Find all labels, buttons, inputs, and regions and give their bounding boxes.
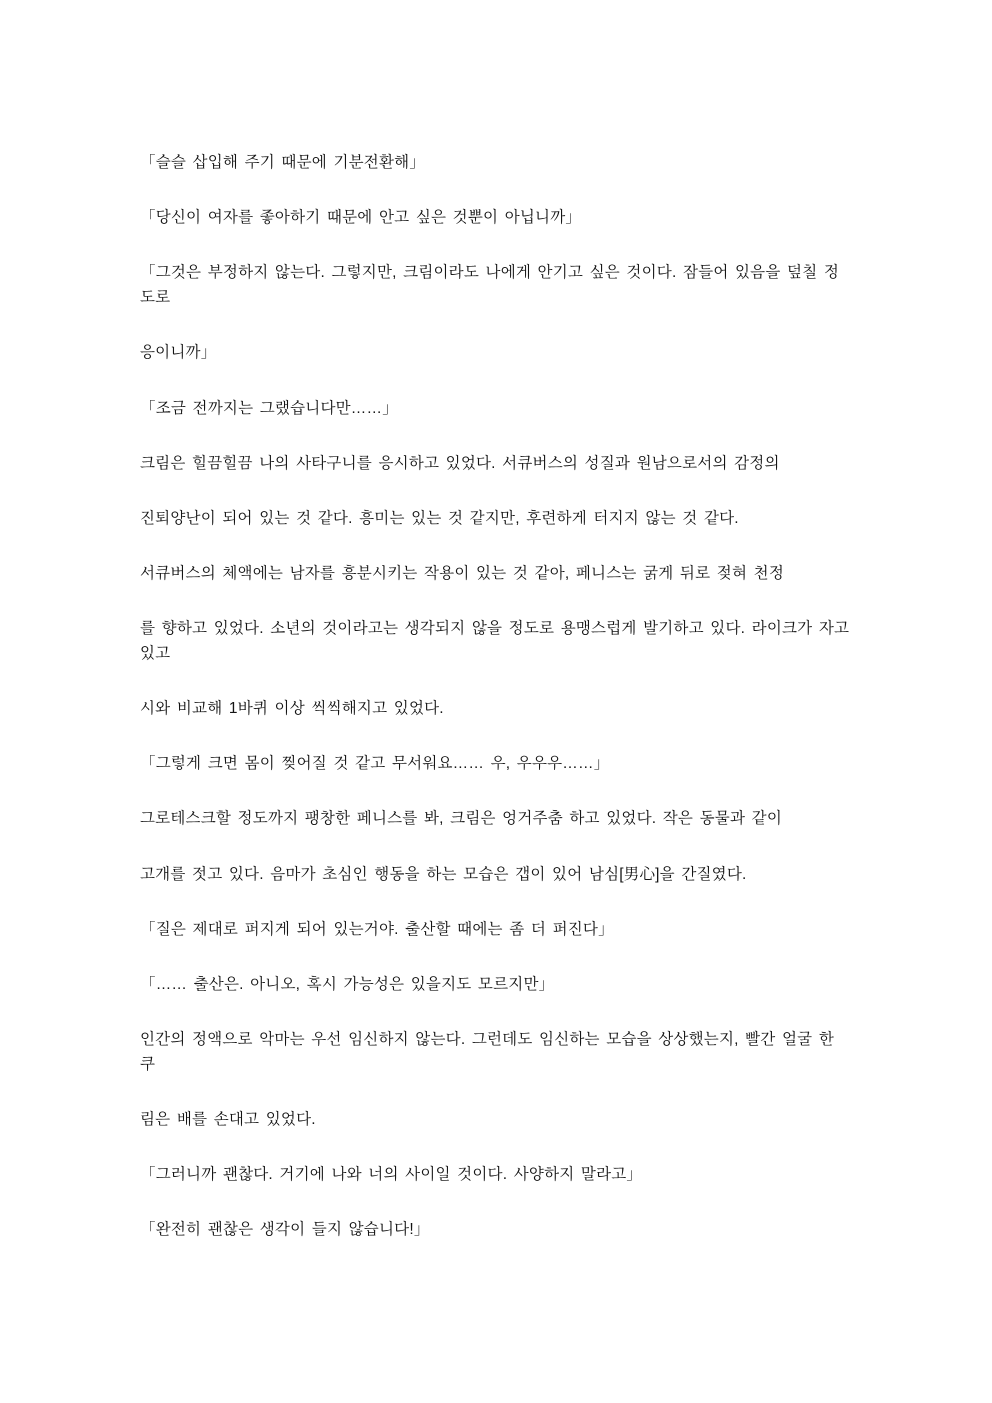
paragraph: 「슬슬 삽입해 주기 때문에 기분전환해」 (140, 154, 426, 171)
paragraph: 그로테스크할 정도까지 팽창한 페니스를 봐, 크림은 엉거주춤 하고 있었다. 작은 동물과 같이 (140, 810, 782, 828)
paragraph: 「질은 제대로 퍼지게 되어 있는거야. 출산할 때에는 좀 더 퍼진다」 (140, 920, 614, 938)
paragraph: 진퇴양난이 되어 있는 것 같다. 흥미는 있는 것 같지만, 후련하게 터지지 않는 것 같다. (140, 509, 739, 527)
paragraph: 「완전히 괜찮은 생각이 들지 않습니다!」 (140, 1221, 430, 1239)
paragraph: 인간의 정액으로 악마는 우선 임신하지 않는다. 그런데도 임신하는 모습을 상상했는지, 빨간 얼굴 한 쿠 (140, 1030, 841, 1073)
document-body (140, 150, 856, 1242)
paragraph: 시와 비교해 1바퀴 이상 씩씩해지고 있었다. (140, 700, 444, 718)
paragraph: 림은 배를 손대고 있었다. (140, 1111, 316, 1129)
paragraph: 「그러니까 괜찮다. 거기에 나와 너의 사이일 것이다. 사양하지 말라고」 (140, 1166, 643, 1184)
paragraph: 「…… 출산은. 아니오, 혹시 가능성은 있을지도 모르지만」 (140, 975, 555, 993)
paragraph: 를 향하고 있었다. 소년의 것이라고는 생각되지 않을 정도로 용맹스럽게 발기하고 있다. 라이크가 자고 있고 (140, 619, 856, 663)
paragraph: 크림은 힐끔힐끔 나의 사타구니를 응시하고 있었다. 서큐버스의 성질과 원남으로서의 감정의 (140, 454, 780, 472)
paragraph: 「그것은 부정하지 않는다. 그렇지만, 크림이라도 나에게 안기고 싶은 것이다. 잠들어 있음을 덮칠 정도로 (140, 264, 840, 307)
paragraph: 「그렇게 크면 몸이 찢어질 것 같고 무서워요…… 우, 우우우……」 (140, 755, 610, 773)
paragraph: 응이니까」 (140, 344, 217, 362)
paragraph: 서큐버스의 체액에는 남자를 흥분시키는 작용이 있는 것 같아, 페니스는 굵게 뒤로 젖혀 천정 (140, 564, 784, 582)
paragraph: 「조금 전까지는 그랬습니다만……」 (140, 399, 398, 417)
paragraph: 고개를 젓고 있다. 음마가 초심인 행동을 하는 모습은 갭이 있어 남심[男心]을 간질였다. (140, 865, 747, 883)
paragraph: 「당신이 여자를 좋아하기 때문에 안고 싶은 것뿐이 아닙니까」 (140, 209, 582, 227)
